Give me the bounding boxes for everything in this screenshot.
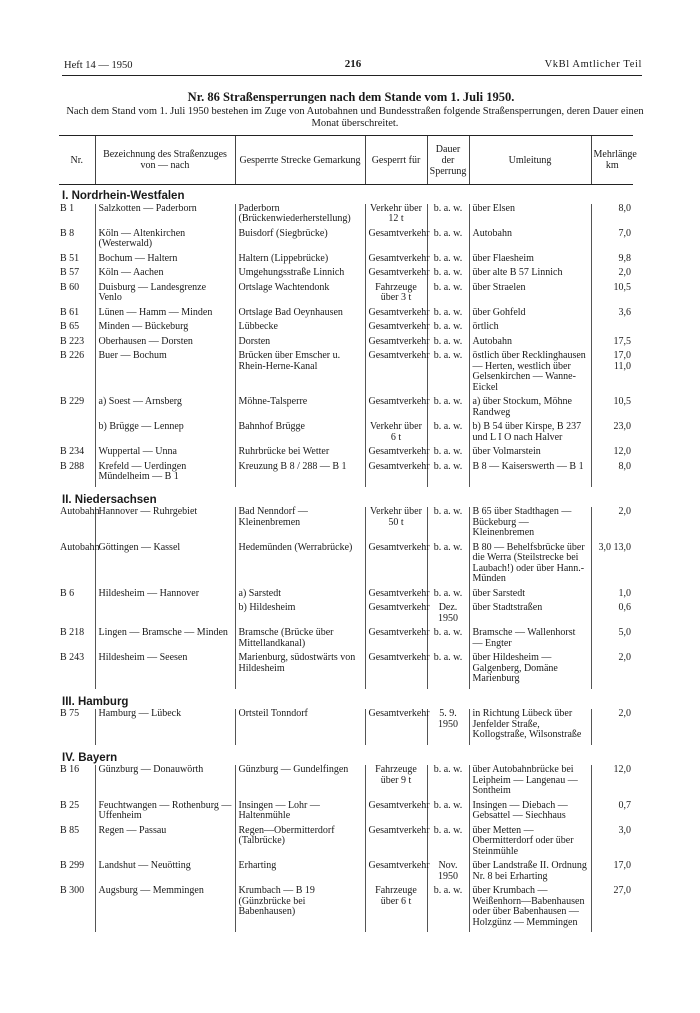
- cell-km: 0,7: [591, 801, 633, 822]
- cell-umleitung: B 8 — Kaiserswerth — B 1: [469, 462, 591, 483]
- cell-umleitung: über Krumbach — Weißenhorn—Babenhausen oder über Babenhausen — Holzgünz — Memmingen: [469, 886, 591, 928]
- table-row: [59, 204, 633, 225]
- cell-dauer: b. a. w.: [427, 351, 469, 393]
- page-header: [64, 56, 642, 72]
- cell-strecke: Hedemünden (Werrabrücke): [235, 543, 365, 585]
- table-row: [59, 229, 633, 250]
- cell-von-nach: Köln — Altenkirchen (Westerwald): [95, 229, 235, 250]
- cell-von-nach: Göttingen — Kassel: [95, 543, 235, 585]
- cell-strecke: Kreuzung B 8 / 288 — B 1: [235, 462, 365, 483]
- cell-km: 9,8: [591, 254, 633, 265]
- cell-km: 10,5: [591, 283, 633, 304]
- cell-strecke: Krumbach — B 19 (Günzbrücke bei Babenhausen): [235, 886, 365, 928]
- cell-nr: B 8: [60, 227, 75, 239]
- cell-fuer: Gesamtverkehr: [365, 447, 427, 458]
- cell-fuer: Gesamtverkehr: [365, 603, 427, 624]
- issue-label: Heft 14 — 1950: [64, 60, 133, 71]
- cell-dauer: b. a. w.: [427, 653, 469, 685]
- cell-strecke: a) Sarstedt: [235, 589, 365, 600]
- cell-strecke: Bramsche (Brücke über Mittellandkanal): [235, 628, 365, 649]
- col-header-umleitung: Umleitung: [469, 136, 591, 185]
- section-title: III. Hamburg: [62, 695, 129, 708]
- cell-nr: B 223: [60, 335, 85, 347]
- section-title: II. Niedersachsen: [62, 493, 157, 506]
- cell-von-nach: Feuchtwangen — Rothenburg — Uffenheim: [95, 801, 235, 822]
- cell-von-nach: a) Soest — Arnsberg: [95, 397, 235, 418]
- cell-von-nach: Regen — Passau: [95, 826, 235, 858]
- publication-label: VkBl Amtlicher Teil: [544, 59, 642, 70]
- cell-strecke: Möhne-Talsperre: [235, 397, 365, 418]
- cell-umleitung: Autobahn: [469, 337, 591, 348]
- cell-umleitung: über Sarstedt: [469, 589, 591, 600]
- cell-umleitung: in Richtung Lübeck über Jenfelder Straße, Kollogstraße, Wilsonstraße: [469, 709, 591, 741]
- cell-umleitung: über Volmarstein: [469, 447, 591, 458]
- cell-km: 17,0 11,0: [591, 351, 633, 393]
- table-row: [59, 337, 633, 348]
- cell-von-nach: Duisburg — Landesgrenze Venlo: [95, 283, 235, 304]
- cell-von-nach: Lingen — Bramsche — Minden: [95, 628, 235, 649]
- cell-fuer: Gesamtverkehr: [365, 254, 427, 265]
- cell-dauer: b. a. w.: [427, 308, 469, 319]
- cell-fuer: Verkehr über 50 t: [365, 507, 427, 539]
- cell-von-nach: Hannover — Ruhrgebiet: [95, 507, 235, 539]
- cell-km: 2,0: [591, 653, 633, 685]
- cell-fuer: Verkehr über 6 t: [365, 422, 427, 443]
- cell-nr: B 226: [60, 350, 85, 361]
- cell-dauer: b. a. w.: [427, 589, 469, 600]
- col-header-strecke: Gesperrte Strecke Gemarkung: [235, 136, 365, 185]
- cell-km: 17,0: [591, 861, 633, 882]
- table-row: [59, 268, 633, 279]
- cell-km: 5,0: [591, 628, 633, 649]
- cell-nr: B 288: [60, 460, 85, 472]
- table-row: [59, 653, 633, 685]
- cell-umleitung: über Hildesheim — Galgenberg, Domäne Marienburg: [469, 653, 591, 685]
- cell-umleitung: über alte B 57 Linnich: [469, 268, 591, 279]
- cell-von-nach: Köln — Aachen: [95, 268, 235, 279]
- cell-nr: B 60: [60, 281, 80, 293]
- cell-dauer: b. a. w.: [427, 204, 469, 225]
- cell-fuer: Gesamtverkehr: [365, 589, 427, 600]
- cell-nr: Autobahn: [60, 541, 100, 553]
- cell-km: 12,0: [591, 447, 633, 458]
- cell-von-nach: Günzburg — Donauwörth: [95, 765, 235, 797]
- cell-nr: B 6: [60, 587, 75, 599]
- spacer-cell: [365, 928, 427, 932]
- table-row: [59, 283, 633, 304]
- closures-table: [59, 135, 637, 932]
- cell-dauer: b. a. w.: [427, 229, 469, 250]
- cell-von-nach: Wuppertal — Unna: [95, 447, 235, 458]
- cell-von-nach: Oberhausen — Dorsten: [95, 337, 235, 348]
- cell-strecke: Ruhrbrücke bei Wetter: [235, 447, 365, 458]
- cell-nr: [59, 422, 95, 443]
- cell-km: [591, 322, 633, 333]
- cell-fuer: Gesamtverkehr: [365, 801, 427, 822]
- cell-dauer: b. a. w.: [427, 268, 469, 279]
- cell-strecke: Regen—Obermitterdorf (Talbrücke): [235, 826, 365, 858]
- cell-strecke: Erharting: [235, 861, 365, 882]
- table-row: [59, 447, 633, 458]
- cell-fuer: Gesamtverkehr: [365, 653, 427, 685]
- cell-umleitung: Autobahn: [469, 229, 591, 250]
- cell-umleitung: über Autobahnbrücke bei Leipheim — Langenau — Sontheim: [469, 765, 591, 797]
- cell-von-nach: [95, 603, 235, 624]
- table-row: [59, 826, 633, 858]
- cell-nr: B 299: [60, 860, 85, 871]
- cell-von-nach: Buer — Bochum: [95, 351, 235, 393]
- cell-fuer: Gesamtverkehr: [365, 709, 427, 741]
- cell-strecke: Ortslage Bad Oeynhausen: [235, 308, 365, 319]
- cell-dauer: b. a. w.: [427, 322, 469, 333]
- cell-strecke: Paderborn (Brückenwiederherstellung): [235, 204, 365, 225]
- table-row: [59, 254, 633, 265]
- table-row: [59, 603, 633, 624]
- table-row: [59, 308, 633, 319]
- cell-fuer: Gesamtverkehr: [365, 268, 427, 279]
- intro-paragraph: Nach dem Stand vom 1. Juli 1950 bestehen im Zuge von Autobahnen und Bundesstraßen folgende Straßensperrungen, deren Dauer einen Monat überschreitet.: [66, 106, 644, 129]
- cell-nr: B 57: [60, 267, 80, 278]
- document-title: Nr. 86 Straßensperrungen nach dem Stande vom 1. Juli 1950.: [187, 90, 515, 104]
- section-heading-row: [59, 185, 633, 204]
- cell-umleitung: über Straelen: [469, 283, 591, 304]
- cell-nr: Autobahn: [60, 506, 100, 517]
- section-title: I. Nordrhein-Westfalen: [62, 190, 185, 202]
- cell-umleitung: b) B 54 über Kirspe, B 237 und L I O nach Halver: [469, 422, 591, 443]
- cell-fuer: Gesamtverkehr: [365, 826, 427, 858]
- cell-strecke: Ortsteil Tonndorf: [235, 709, 365, 741]
- table-row: [59, 397, 633, 418]
- table-header-row: [59, 136, 633, 185]
- cell-nr: B 1: [60, 202, 75, 214]
- col-header-dauer: Dauer der Sperrung: [427, 136, 469, 185]
- col-header-fuer: Gesperrt für: [365, 136, 427, 185]
- cell-km: 3,0 13,0: [591, 543, 633, 585]
- section-title: IV. Bayern: [62, 751, 118, 764]
- cell-von-nach: Landshut — Neuötting: [95, 861, 235, 882]
- page-number: 216: [344, 58, 362, 70]
- spacer-cell: [95, 928, 235, 932]
- cell-nr: B 51: [60, 252, 80, 264]
- cell-strecke: Brücken über Emscher u. Rhein-Herne-Kanal: [235, 351, 365, 393]
- cell-von-nach: Minden — Bückeburg: [95, 322, 235, 333]
- cell-strecke: Bad Nenndorf — Kleinenbremen: [235, 507, 365, 539]
- cell-dauer: b. a. w.: [427, 507, 469, 539]
- cell-nr: B 243: [60, 652, 85, 663]
- table-row: [59, 801, 633, 822]
- cell-von-nach: Bochum — Haltern: [95, 254, 235, 265]
- table-row: [59, 628, 633, 649]
- cell-km: 2,0: [591, 709, 633, 741]
- cell-strecke: Ortslage Wachtendonk: [235, 283, 365, 304]
- table-row: [59, 507, 633, 539]
- col-header-km: Mehrlänge km: [591, 136, 633, 185]
- cell-umleitung: örtlich: [469, 322, 591, 333]
- cell-von-nach: Augsburg — Memmingen: [95, 886, 235, 928]
- cell-dauer: b. a. w.: [427, 422, 469, 443]
- cell-fuer: Verkehr über 12 t: [365, 204, 427, 225]
- spacer-cell: [469, 928, 591, 932]
- cell-fuer: Gesamtverkehr: [365, 337, 427, 348]
- cell-dauer: b. a. w.: [427, 765, 469, 797]
- cell-von-nach: Krefeld — Uerdingen Mündelheim — B 1: [95, 462, 235, 483]
- cell-von-nach: Hamburg — Lübeck: [95, 709, 235, 741]
- spacer-cell: [235, 928, 365, 932]
- header-rule: [62, 75, 642, 76]
- cell-strecke: Haltern (Lippebrücke): [235, 254, 365, 265]
- cell-fuer: Gesamtverkehr: [365, 628, 427, 649]
- cell-km: 23,0: [591, 422, 633, 443]
- cell-dauer: b. a. w.: [427, 254, 469, 265]
- cell-km: 3,0: [591, 826, 633, 858]
- cell-fuer: Gesamtverkehr: [365, 229, 427, 250]
- cell-nr: B 229: [60, 396, 85, 407]
- cell-km: 10,5: [591, 397, 633, 418]
- cell-umleitung: über Flaesheim: [469, 254, 591, 265]
- cell-nr: B 234: [60, 446, 85, 457]
- cell-umleitung: Bramsche — Wallenhorst — Engter: [469, 628, 591, 649]
- cell-von-nach: Hildesheim — Hannover: [95, 589, 235, 600]
- cell-fuer: Gesamtverkehr: [365, 397, 427, 418]
- section-heading-row: [59, 745, 633, 766]
- cell-fuer: Fahrzeuge über 6 t: [365, 886, 427, 928]
- cell-dauer: b. a. w.: [427, 826, 469, 858]
- spacer-cell: [427, 928, 469, 932]
- row-spacer: [59, 928, 633, 932]
- col-header-nr: Nr.: [59, 136, 95, 185]
- cell-km: 8,0: [591, 204, 633, 225]
- cell-strecke: Buisdorf (Siegbrücke): [235, 229, 365, 250]
- cell-nr: [59, 603, 95, 624]
- table-row: [59, 886, 633, 928]
- cell-fuer: Gesamtverkehr: [365, 308, 427, 319]
- cell-umleitung: B 65 über Stadthagen — Bückeburg — Kleinenbremen: [469, 507, 591, 539]
- table-row: [59, 765, 633, 797]
- cell-dauer: b. a. w.: [427, 628, 469, 649]
- cell-dauer: b. a. w.: [427, 337, 469, 348]
- cell-nr: B 25: [60, 799, 80, 811]
- cell-umleitung: über Landstraße II. Ordnung Nr. 8 bei Erharting: [469, 861, 591, 882]
- cell-umleitung: Insingen — Diebach — Gebsattel — Siechhaus: [469, 801, 591, 822]
- cell-km: 12,0: [591, 765, 633, 797]
- cell-nr: B 75: [60, 708, 80, 719]
- cell-km: 8,0: [591, 462, 633, 483]
- cell-dauer: b. a. w.: [427, 283, 469, 304]
- cell-strecke: Günzburg — Gundelfingen: [235, 765, 365, 797]
- col-header-bezeichnung: Bezeichnung des Straßenzuges von — nach: [95, 136, 235, 185]
- cell-dauer: b. a. w.: [427, 543, 469, 585]
- cell-strecke: Lübbecke: [235, 322, 365, 333]
- cell-km: 3,6: [591, 308, 633, 319]
- cell-km: 2,0: [591, 268, 633, 279]
- cell-dauer: b. a. w.: [427, 801, 469, 822]
- cell-fuer: Gesamtverkehr: [365, 543, 427, 585]
- cell-dauer: Nov. 1950: [427, 861, 469, 882]
- table-row: [59, 422, 633, 443]
- table-body: [59, 185, 633, 933]
- cell-nr: B 16: [60, 764, 80, 775]
- cell-von-nach: Lünen — Hamm — Minden: [95, 308, 235, 319]
- cell-dauer: Dez. 1950: [427, 603, 469, 624]
- cell-nr: B 61: [60, 306, 80, 318]
- cell-fuer: Gesamtverkehr: [365, 861, 427, 882]
- cell-umleitung: über Elsen: [469, 204, 591, 225]
- cell-strecke: Dorsten: [235, 337, 365, 348]
- cell-umleitung: a) über Stockum, Möhne Randweg: [469, 397, 591, 418]
- cell-von-nach: b) Brügge — Lennep: [95, 422, 235, 443]
- spacer-cell: [59, 928, 95, 932]
- cell-fuer: Gesamtverkehr: [365, 322, 427, 333]
- cell-fuer: Gesamtverkehr: [365, 351, 427, 393]
- table-row: [59, 543, 633, 585]
- cell-km: 17,5: [591, 337, 633, 348]
- cell-km: 1,0: [591, 589, 633, 600]
- section-heading-row: [59, 689, 633, 710]
- cell-fuer: Fahrzeuge über 9 t: [365, 765, 427, 797]
- cell-umleitung: über Gohfeld: [469, 308, 591, 319]
- cell-nr: B 65: [60, 321, 80, 332]
- cell-dauer: b. a. w.: [427, 886, 469, 928]
- cell-nr: B 300: [60, 885, 85, 896]
- cell-umleitung: über Metten — Obermitterdorf oder über Steinmühle: [469, 826, 591, 858]
- cell-von-nach: Salzkotten — Paderborn: [95, 204, 235, 225]
- spacer-cell: [591, 928, 633, 932]
- cell-fuer: Gesamtverkehr: [365, 462, 427, 483]
- cell-dauer: b. a. w.: [427, 447, 469, 458]
- cell-nr: B 218: [60, 627, 85, 638]
- section-heading-row: [59, 487, 633, 508]
- cell-umleitung: östlich über Recklinghausen — Herten, westlich über Gelsenkirchen — Wanne-Eickel: [469, 351, 591, 393]
- table-row: [59, 462, 633, 483]
- cell-km: 2,0: [591, 507, 633, 539]
- table-row: [59, 322, 633, 333]
- cell-dauer: b. a. w.: [427, 462, 469, 483]
- cell-nr: B 85: [60, 824, 80, 836]
- cell-strecke: Bahnhof Brügge: [235, 422, 365, 443]
- table-row: [59, 709, 633, 741]
- table-row: [59, 861, 633, 882]
- cell-fuer: Fahrzeuge über 3 t: [365, 283, 427, 304]
- table-row: [59, 351, 633, 393]
- cell-strecke: Insingen — Lohr — Haltenmühle: [235, 801, 365, 822]
- cell-strecke: Umgehungsstraße Linnich: [235, 268, 365, 279]
- cell-dauer: b. a. w.: [427, 397, 469, 418]
- cell-km: 0,6: [591, 603, 633, 624]
- table-row: [59, 589, 633, 600]
- cell-strecke: Marienburg, südostwärts von Hildesheim: [235, 653, 365, 685]
- cell-strecke: b) Hildesheim: [235, 603, 365, 624]
- cell-umleitung: über Stadtstraßen: [469, 603, 591, 624]
- cell-km: 7,0: [591, 229, 633, 250]
- cell-umleitung: B 80 — Behelfsbrücke über die Werra (Steilstrecke bei Laubach!) oder über Hann.-Münden: [469, 543, 591, 585]
- cell-dauer: 5. 9. 1950: [427, 709, 469, 741]
- cell-von-nach: Hildesheim — Seesen: [95, 653, 235, 685]
- cell-km: 27,0: [591, 886, 633, 928]
